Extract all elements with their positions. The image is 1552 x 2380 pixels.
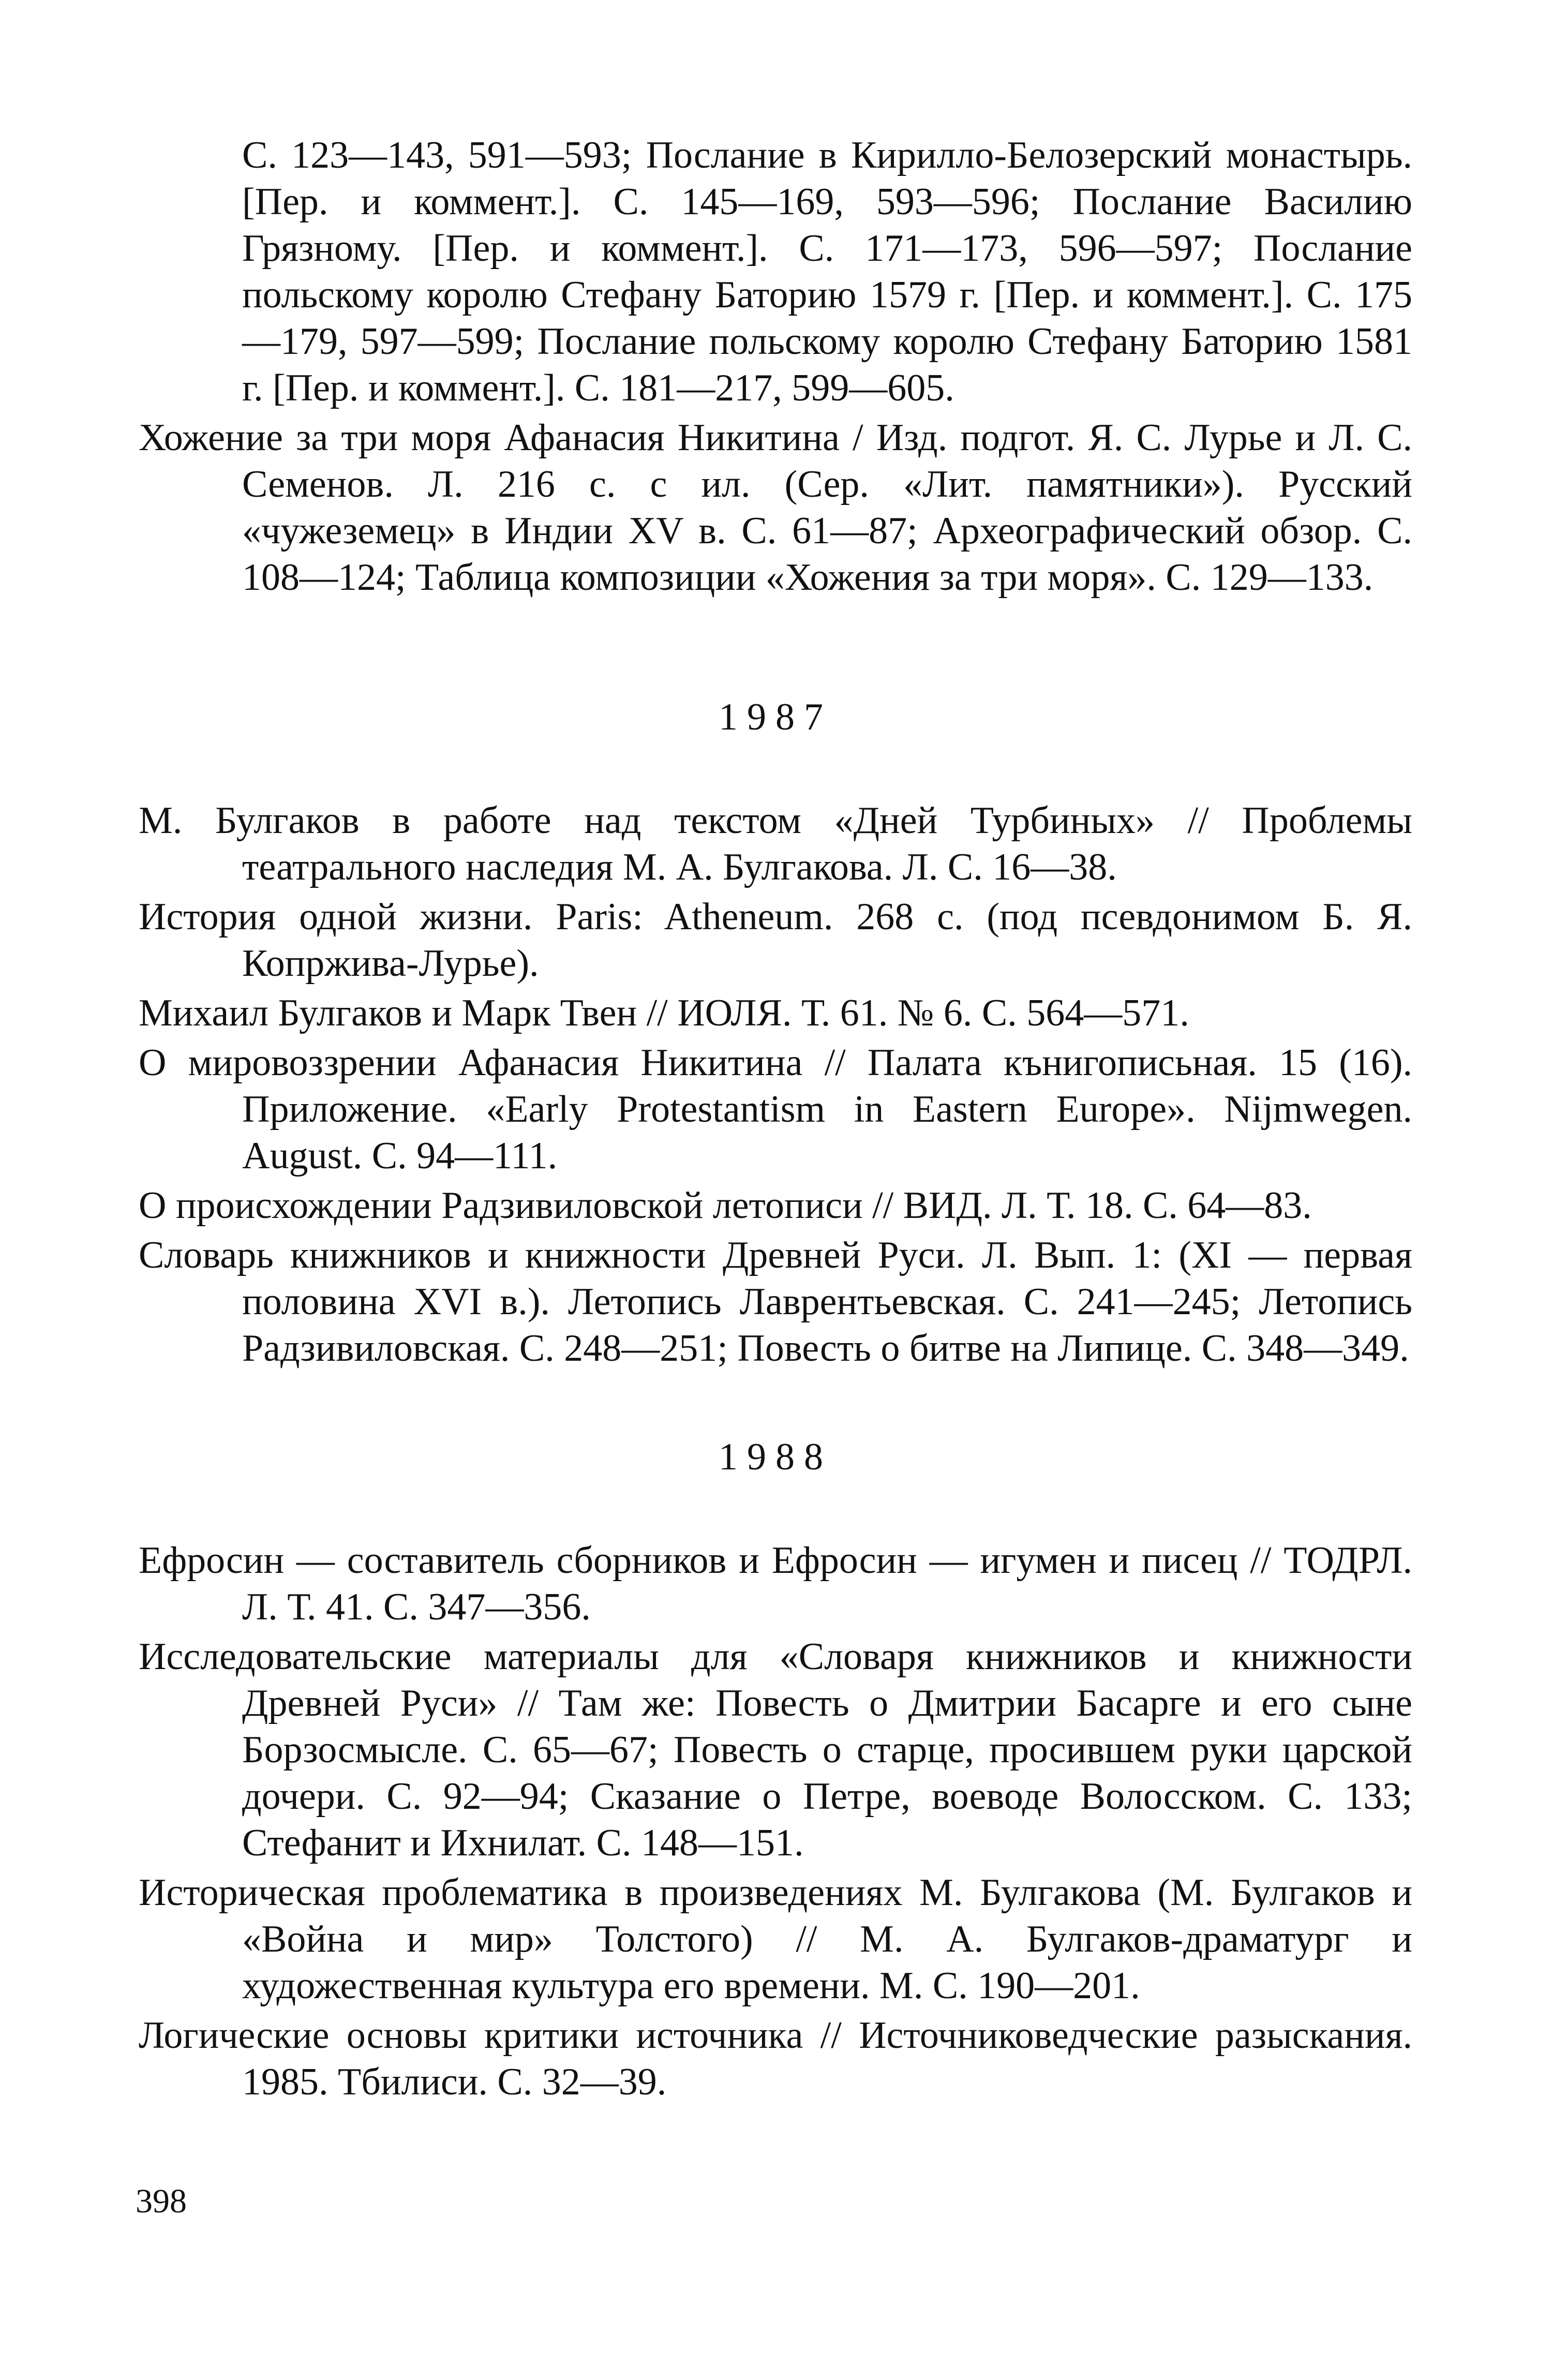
bibliography-entry: Логические основы критики источника // Источниковедческие разыскания. 1985. Тбилиси. С. 32—39.: [139, 2014, 1412, 2103]
bibliography-list: [139, 132, 1412, 2108]
year-heading: 1988: [719, 1436, 832, 1478]
continued-entry: С. 123—143, 591—593; Послание в Кирилло-Белозерский монастырь. [Пер. и коммент.]. С. 145—169, 593—596; Послание Василию Грязному. [Пер. и коммент.]. С. 171—173, 596—597; Послание польскому королю Стефану Баторию 1579 г. [Пер. и коммент.]. С. 175—179, 597—599; Послание польскому королю Стефану Баторию 1581 г. [Пер. и коммент.]. С. 181—217, 599—605.: [242, 134, 1412, 409]
bibliography-entry: Словарь книжников и книжности Древней Руси. Л. Вып. 1: (XI — первая половина XVI в.). Летопись Лаврентьевская. С. 241—245; Летопись Радзивиловская. С. 248—251; Повесть о битве на Липице. С. 348—349.: [139, 1234, 1412, 1370]
year-heading: 1987: [719, 696, 832, 738]
bibliography-entry: Историческая проблематика в произведениях М. Булгакова (М. Булгаков и «Война и мир» Толстого) // М. А. Булгаков-драматург и художественная культура его времени. М. С. 190—201.: [139, 1871, 1412, 2007]
bibliography-entry: Хожение за три моря Афанасия Никитина / Изд. подгот. Я. С. Лурье и Л. С. Семенов. Л. 216 с. с ил. (Сер. «Лит. памятники»). Русский «чужеземец» в Индии XV в. С. 61—87; Археографический обзор. С. 108—124; Таблица композиции «Хожения за три моря». С. 129—133.: [139, 416, 1412, 599]
page-number: 398: [136, 2182, 187, 2220]
bibliography-entry: О мировоззрении Афанасия Никитина // Палата кънигописьная. 15 (16). Приложение. «Early Protestantism in Eastern Europe». Nijmwegen. August. С. 94—111.: [139, 1042, 1412, 1177]
bibliography-entry: Исследовательские материалы для «Словаря книжников и книжности Древней Руси» // Там же: Повесть о Дмитрии Басарге и его сыне Борзосмысле. С. 65—67; Повесть о старце, просившем руки царской дочери. С. 92—94; Сказание о Петре, воеводе Волосском. С. 133; Стефанит и Ихнилат. С. 148—151.: [139, 1635, 1412, 1864]
bibliography-entry: М. Булгаков в работе над текстом «Дней Турбиных» // Проблемы театрального наследия М. А. Булгакова. Л. С. 16—38.: [139, 799, 1412, 888]
bibliography-entry: Михаил Булгаков и Марк Твен // ИОЛЯ. Т. 61. № 6. С. 564—571.: [139, 992, 1189, 1034]
bibliography-entry: О происхождении Радзивиловской летописи // ВИД. Л. Т. 18. С. 64—83.: [139, 1184, 1312, 1227]
bibliography-entry: Ефросин — составитель сборников и Ефросин — игумен и писец // ТОДРЛ. Л. Т. 41. С. 347—356.: [139, 1539, 1412, 1628]
bibliography-entry: История одной жизни. Paris: Atheneum. 268 с. (под псевдонимом Б. Я. Копржива-Лурье).: [139, 896, 1412, 985]
